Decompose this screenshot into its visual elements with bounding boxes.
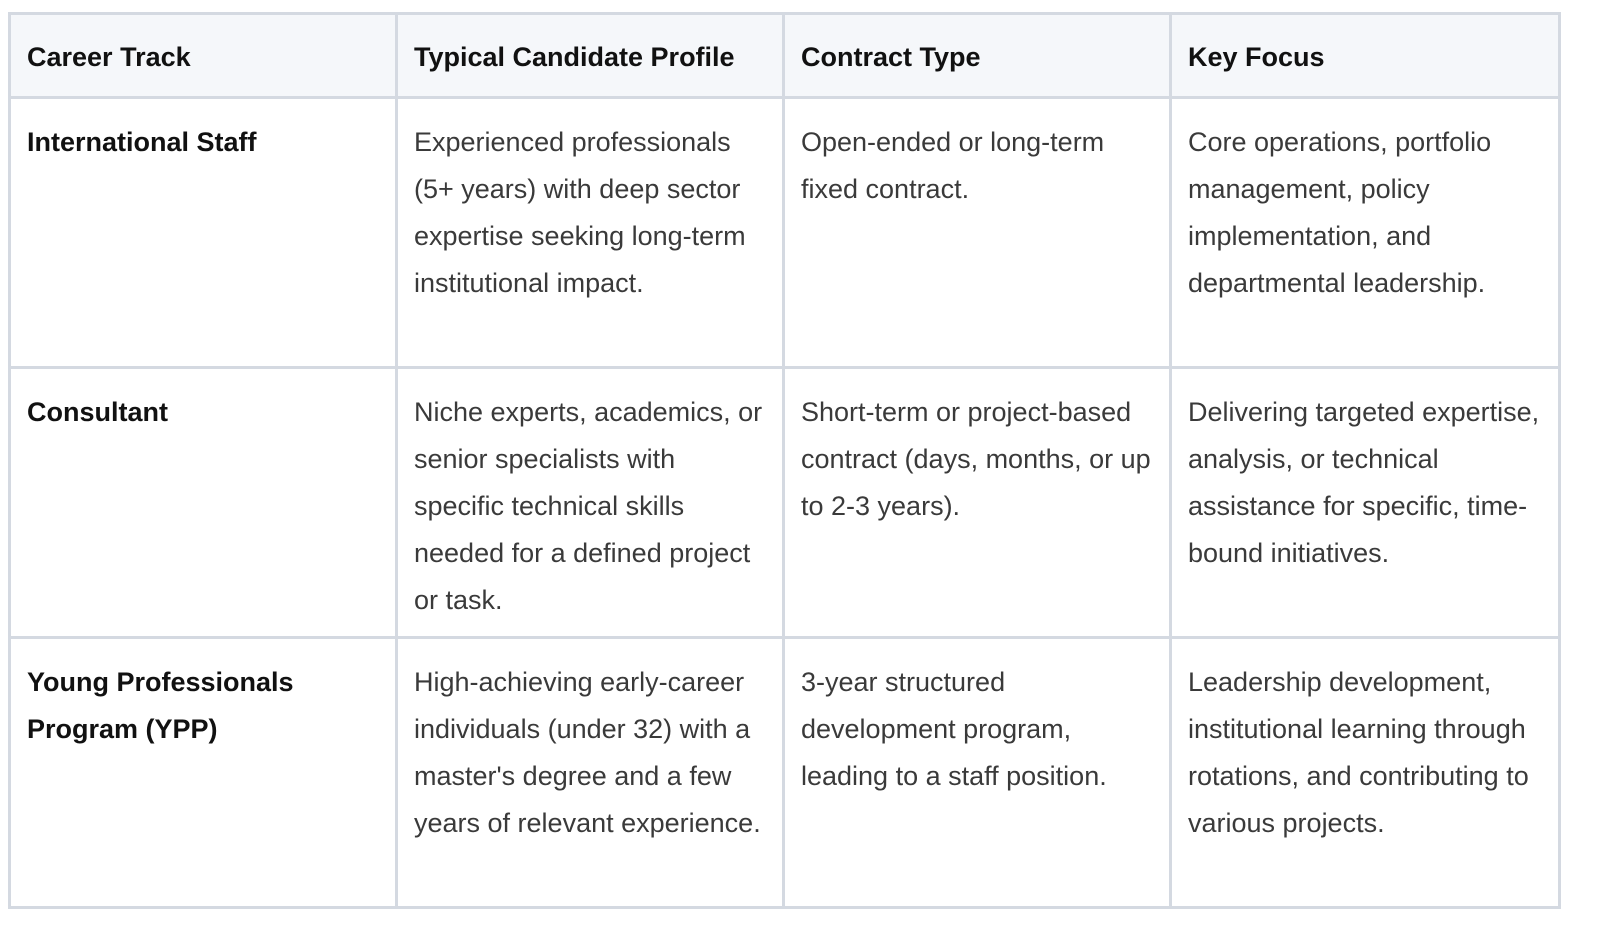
cell-key-focus: Delivering targeted expertise, analysis, or technical assistance for specific, time-bound initiatives. — [1171, 368, 1560, 638]
career-tracks-table-container — [8, 12, 1558, 909]
cell-candidate-profile: Experienced professionals (5+ years) with deep sector expertise seeking long-term institutional impact. — [397, 98, 784, 368]
cell-career-track: Young Professionals Program (YPP) — [10, 638, 397, 908]
table-body — [10, 98, 1560, 908]
table-row — [10, 368, 1560, 638]
header-row — [10, 14, 1560, 98]
header-career-track: Career Track — [10, 14, 397, 98]
cell-contract-type: 3-year structured development program, leading to a staff position. — [784, 638, 1171, 908]
cell-contract-type: Open-ended or long-term fixed contract. — [784, 98, 1171, 368]
table-row — [10, 98, 1560, 368]
header-key-focus: Key Focus — [1171, 14, 1560, 98]
cell-candidate-profile: High-achieving early-career individuals (under 32) with a master's degree and a few years of relevant experience. — [397, 638, 784, 908]
cell-contract-type: Short-term or project-based contract (days, months, or up to 2-3 years). — [784, 368, 1171, 638]
cell-key-focus: Leadership development, institutional learning through rotations, and contributing to various projects. — [1171, 638, 1560, 908]
header-contract-type: Contract Type — [784, 14, 1171, 98]
header-candidate-profile: Typical Candidate Profile — [397, 14, 784, 98]
cell-career-track: International Staff — [10, 98, 397, 368]
cell-career-track: Consultant — [10, 368, 397, 638]
career-tracks-table — [8, 12, 1561, 909]
cell-key-focus: Core operations, portfolio management, policy implementation, and departmental leadership. — [1171, 98, 1560, 368]
table-row — [10, 638, 1560, 908]
table-header — [10, 14, 1560, 98]
cell-candidate-profile: Niche experts, academics, or senior specialists with specific technical skills needed for a defined project or task. — [397, 368, 784, 638]
